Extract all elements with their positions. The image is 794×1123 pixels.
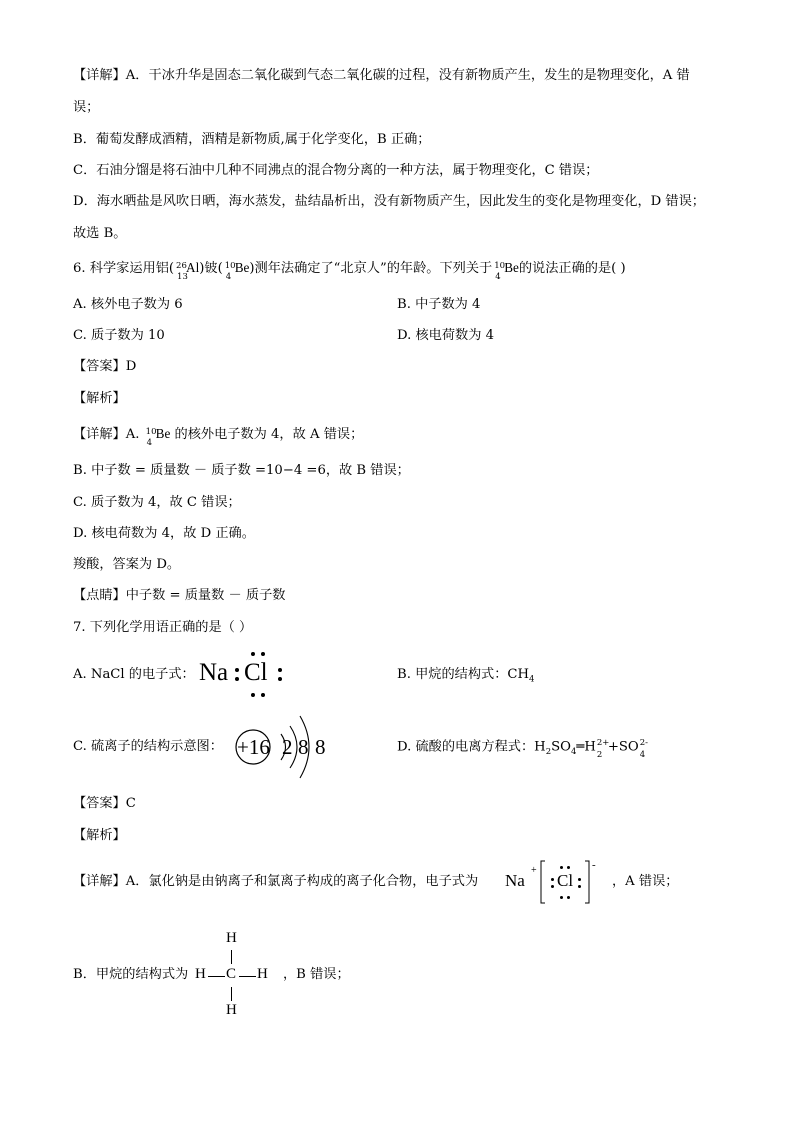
option-d: D. 硫酸的电离方程式：$H_2SO_4═H$ 2+ 2 +SO 2- 4 bbox=[397, 738, 649, 760]
nacl-electron-formula: Na Cl bbox=[199, 652, 299, 700]
explanation-line: 【详解】A．干冰升华是固态二氧化碳到气态二氧化碳的过程，没有新物质产生，发生的是物理变化，A 错 bbox=[73, 68, 690, 83]
option-c: C. 硫离子的结构示意图： bbox=[73, 739, 223, 754]
analysis-label: 【解析】 bbox=[73, 391, 126, 406]
sulfide-ion-diagram: +16 2 8 8 bbox=[234, 712, 334, 782]
answer-label: 【答案】C bbox=[73, 796, 136, 811]
option-c: C. 质子数为 10 bbox=[73, 328, 165, 343]
explanation-line: B．葡萄发酵成酒精，酒精是新物质,属于化学变化，B 正确； bbox=[73, 132, 431, 147]
methane-structural-formula: H H C H H bbox=[195, 930, 268, 1018]
explanation-line: D．海水晒盐是风吹日晒，海水蒸发，盐结晶析出，没有新物质产生，因此发生的变化是物理变化，D 错误； bbox=[73, 194, 705, 209]
explanation-line: C．石油分馏是将石油中几种不同沸点的混合物分离的一种方法，属于物理变化，C 错误； bbox=[73, 163, 599, 178]
option-a: A. NaCl 的电子式： bbox=[73, 667, 195, 682]
answer-label: 【答案】D bbox=[73, 359, 137, 374]
explanation-line: 误； bbox=[73, 100, 100, 115]
be-nuclide: 10 4 bbox=[494, 260, 506, 282]
be-nuclide: 10 4 bbox=[224, 260, 236, 282]
question-6-stem: 6. 科学家运用铝( 26 13 Al)铍( 10 4 Be)测年法确定了“北京人”的年龄。下列关于 10 4 Be的说法正确的是( ) bbox=[73, 260, 626, 282]
detail-line: 【详解】A. 10 4 Be 的核外电子数为 4，故 A 错误； bbox=[73, 426, 364, 448]
detail-line-end: ，A 错误； bbox=[612, 874, 679, 889]
detail-line: B．甲烷的结构式为 bbox=[73, 967, 189, 982]
al-nuclide: 26 13 bbox=[176, 260, 188, 282]
detail-line: D. 核电荷数为 4，故 D 正确。 bbox=[73, 526, 255, 541]
option-b: B. 中子数为 4 bbox=[397, 297, 481, 312]
detail-line: B. 中子数 = 质量数 － 质子数 =10−4 =6，故 B 错误； bbox=[73, 463, 410, 478]
question-7-stem: 7. 下列化学用语正确的是（ ） bbox=[73, 620, 253, 635]
detail-line: C. 质子数为 4，故 C 错误； bbox=[73, 495, 241, 510]
detail-line: 【详解】A．氯化钠是由钠离子和氯离子构成的离子化合物，电子式为 bbox=[73, 874, 479, 889]
option-d: D. 核电荷数为 4 bbox=[397, 328, 495, 343]
detail-line-end: ，B 错误； bbox=[283, 967, 350, 982]
option-b: B. 甲烷的结构式：$CH_4$ bbox=[397, 667, 535, 685]
explanation-line: 故选 B。 bbox=[73, 226, 127, 241]
detail-line: 羧酸，答案为 D。 bbox=[73, 557, 181, 572]
be-nuclide: 10 4 bbox=[145, 426, 157, 448]
tip-line: 【点睛】中子数 = 质量数 － 质子数 bbox=[73, 588, 286, 603]
analysis-label: 【解析】 bbox=[73, 828, 126, 843]
nacl-ionic-electron-formula: Na + Cl - bbox=[505, 858, 605, 906]
option-a: A. 核外电子数为 6 bbox=[73, 297, 183, 312]
